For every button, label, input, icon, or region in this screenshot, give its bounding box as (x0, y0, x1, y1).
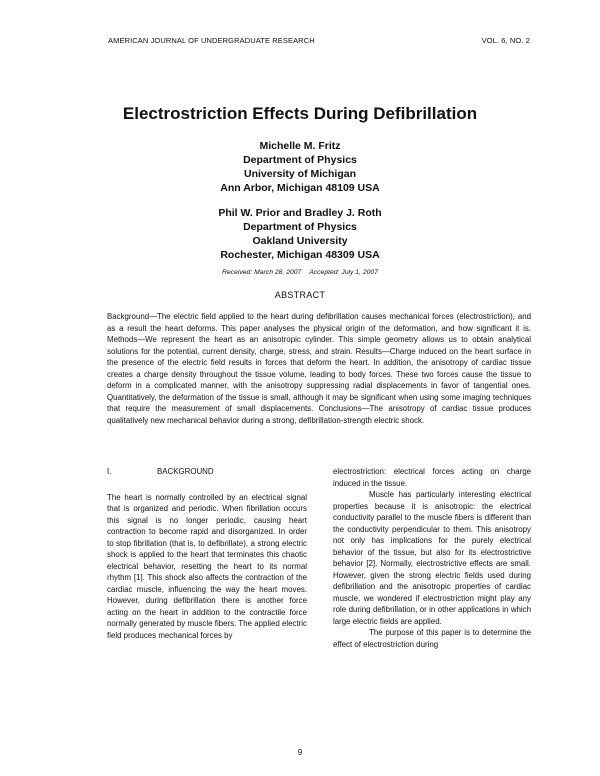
page-number: 9 (297, 748, 303, 757)
author-address: Rochester, Michigan 48309 USA (220, 249, 380, 261)
body-paragraph: The heart is normally controlled by an electrical signal that is organized and periodic. When fibrillation occurs this signal is no longer periodic, causing heart contraction to become rapid and disorganized. In order to stop fibrillation (that is, to defibrillate), a strong electric shock is applied to the heart that terminates this chaotic electrical behavior, resetting the heart to its normal rhythm [1]. This shock also affects the contraction of the cardiac muscle, influencing the way the heart moves. However, during defibrillation there is another force acting on the heart in addition to the contractile force normally generated by muscle fibers. The applied electric field produces mechanical forces by (107, 492, 307, 640)
author-names: Phil W. Prior and Bradley J. Roth (218, 207, 382, 219)
author-institution: Oakland University (252, 235, 348, 247)
right-column (333, 466, 531, 650)
author-block-2 (0, 206, 600, 262)
section-heading (107, 466, 307, 478)
abstract-text: Background—The electric field applied to the heart during defibrillation causes mechanical forces (electrostriction), and as a result the heart deforms. This paper analyses the physical origin of the deformation, and how significant it is. Methods—We represent the heart as an anisotropic cylinder. This simple geometry allows us to obtain analytical solutions for the potential, current density, charge, stress, and strain. Results—Charge induced on the heart surface in the presence of the electric field results in forces that deform the heart. In addition, the anisotropy of cardiac tissue creates a charge density throughout the tissue volume, leading to body forces. These two forces cause the tissue to deform in a complicated manner, with the anisotropy suppressing radial displacements in favor of tangential ones. Quantitatively, the deformation of the tissue is small, although it may be significant when using some imaging techniques that require the measurement of small displacements. Conclusions—The anisotropy of cardiac tissue produces qualitatively new mechanical behavior during a strong, defibrillation-strength electric shock. (107, 312, 531, 425)
body-paragraph: The purpose of this paper is to determine the effect of electrostriction during (333, 628, 531, 649)
author-department: Department of Physics (243, 221, 357, 233)
received-date: Received: March 28, 2007 (221, 269, 302, 276)
paper-title: Electrostriction Effects During Defibrillation (122, 104, 478, 123)
body-paragraph: Muscle has particularly interesting electrical properties because it is anisotropic: the electrical conductivity parallel to the muscle fibers is different than the conductivity perpendicular to them. This anisotropy not only has implications for the purely electrical behavior of the tissue, but also for its electrostrictive behavior [2]. Normally, electrostrictive effects are small. However, given the strong electric fields used during defibrillation and the anisotropic properties of cardiac muscle, we wondered if electrostriction might play any role during defibrillation, or in other applications in which large electric fields are applied. (333, 490, 531, 626)
body-paragraph: electrostriction: electrical forces acting on charge induced in the tissue. (333, 467, 531, 488)
author-names: Michelle M. Fritz (259, 140, 341, 152)
journal-header: AMERICAN JOURNAL OF UNDERGRADUATE RESEARCH (108, 36, 315, 45)
accepted-date: Accepted: July 1, 2007 (309, 269, 378, 276)
left-column (107, 466, 307, 641)
abstract-heading: ABSTRACT (274, 290, 326, 300)
author-department: Department of Physics (243, 154, 357, 166)
author-address: Ann Arbor, Michigan 48109 USA (220, 182, 380, 194)
section-title: BACKGROUND (157, 467, 214, 476)
volume-header: VOL. 6, NO. 2 (481, 36, 530, 45)
author-institution: University of Michigan (243, 168, 357, 180)
section-number: I. (107, 467, 112, 476)
author-block-1 (0, 139, 600, 195)
submission-dates (0, 269, 600, 276)
